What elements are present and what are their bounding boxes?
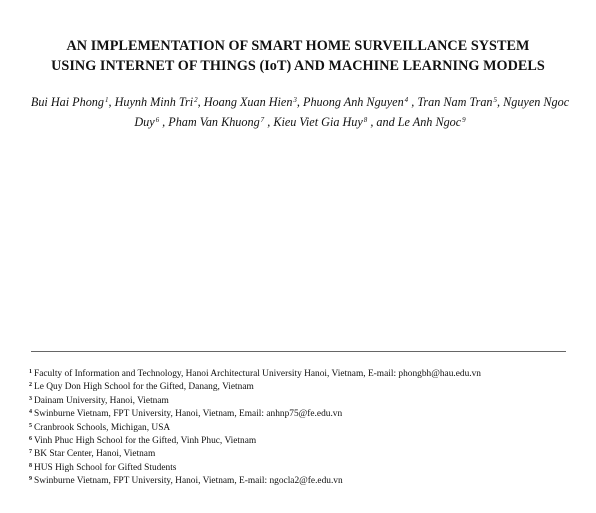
affiliation-number: 7 (29, 449, 32, 456)
affiliation-1 (29, 368, 574, 381)
affiliation-number: 9 (29, 476, 32, 483)
affiliation-4 (29, 408, 574, 421)
affiliation-mark: 3 (293, 96, 297, 105)
author-3 (204, 95, 297, 109)
affiliation-7 (29, 448, 574, 461)
affiliation-mark: 2 (194, 96, 198, 105)
affiliation-9 (29, 475, 574, 488)
affiliation-3 (29, 395, 574, 408)
author-name: Le Anh Ngoc (397, 115, 462, 129)
affiliation-mark: 5 (493, 96, 498, 105)
affiliation-number: 6 (29, 436, 32, 443)
affiliation-number: 4 (29, 409, 32, 416)
affiliation-text: BK Star Center, Hanoi, Vietnam (34, 449, 156, 460)
author-separator: , (108, 95, 115, 109)
author-name: Kieu Viet Gia Huy (273, 115, 363, 129)
affiliation-text: Dainam University, Hanoi, Vietnam (34, 395, 169, 406)
affiliation-text: Vinh Phuc High School for the Gifted, Vinh Phuc, Vietnam (34, 436, 257, 447)
author-separator: , (296, 95, 304, 109)
affiliation-mark: 8 (363, 116, 368, 125)
affiliation-number: 1 (29, 369, 32, 375)
affiliation-5 (29, 422, 574, 435)
affiliation-text: Swinburne Vietnam, FPT University, Hanoi, Vietnam, E-mail: ngocla2@fe.edu.vn (34, 476, 343, 487)
author-5 (417, 95, 497, 109)
affiliation-text: Cranbrook Schools, Michigan, USA (34, 422, 171, 433)
author-name: Hoang Xuan Hien (203, 95, 293, 109)
author-1 (31, 95, 109, 109)
title-line-1: AN IMPLEMENTATION OF SMART HOME SURVEILLANCE SYSTEM (66, 38, 530, 54)
author-separator: , (497, 95, 504, 109)
author-name: Pham Van Khuong (168, 115, 260, 129)
author-8 (273, 115, 367, 129)
affiliation-text: Le Quy Don High School for the Gifted, Danang, Vietnam (34, 382, 254, 393)
author-separator: , (159, 115, 169, 129)
author-4 (303, 95, 408, 109)
author-name: Tran Nam Tran (417, 95, 493, 109)
affiliation-list (29, 368, 574, 489)
author-9 (398, 115, 466, 129)
affiliation-number: 2 (29, 382, 32, 389)
author-name: Nguyen Ngoc Duy (134, 95, 570, 129)
author-separator: , (197, 95, 204, 109)
affiliation-text: Swinburne Vietnam, FPT University, Hanoi, Vietnam, Email: anhnp75@fe.edu.vn (34, 409, 343, 420)
author-separator: , (408, 95, 418, 109)
footnote-divider (31, 351, 566, 352)
affiliation-mark: 1 (105, 96, 109, 105)
title-line-2: USING INTERNET OF THINGS (IoT) AND MACHINE LEARNING MODELS (51, 58, 545, 74)
author-separator: , (264, 115, 274, 129)
affiliation-mark: 4 (404, 96, 409, 105)
affiliation-mark: 6 (155, 116, 160, 125)
affiliation-2 (29, 381, 574, 394)
author-name: Phuong Anh Nguyen (303, 95, 404, 109)
author-list (26, 92, 574, 132)
author-separator: , and (367, 115, 398, 129)
author-name: Bui Hai Phong (30, 95, 104, 109)
affiliation-mark: 9 (462, 116, 466, 125)
affiliation-8 (29, 462, 574, 475)
author-name: Huynh Minh Tri (114, 95, 194, 109)
author-2 (115, 95, 198, 109)
affiliation-6 (29, 435, 574, 448)
affiliation-number: 8 (29, 462, 32, 469)
affiliation-mark: 7 (260, 116, 265, 125)
affiliation-text: HUS High School for Gifted Students (34, 462, 177, 473)
paper-title (0, 36, 596, 76)
affiliation-number: 3 (29, 395, 32, 402)
affiliation-text: Faculty of Information and Technology, Hanoi Architectural University Hanoi, Vietnam, E-mail: phongbh@hau.edu.vn (34, 369, 481, 379)
affiliation-number: 5 (29, 422, 32, 429)
author-7 (168, 115, 264, 129)
